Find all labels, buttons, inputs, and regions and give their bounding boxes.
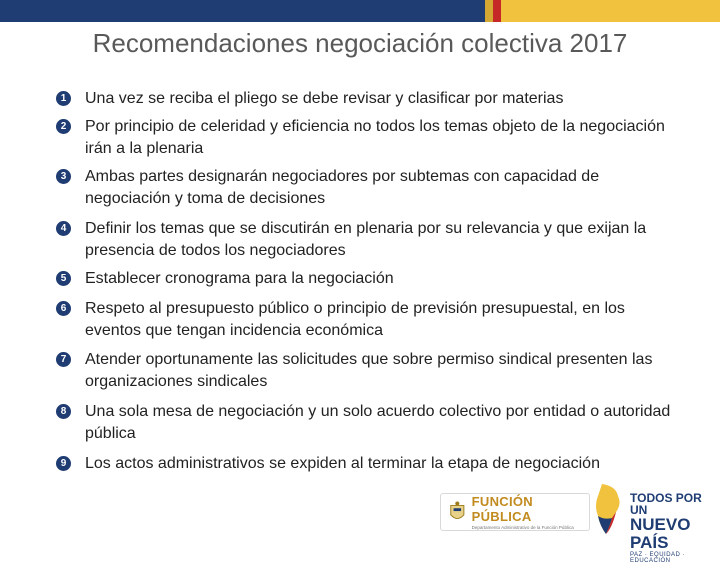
item-text: Por principio de celeridad y eficiencia no todos los temas objeto de la negociación irán a la plenaria <box>85 118 665 157</box>
funcion-publica-subtitle: Departamento Administrativo de la Función Pública <box>471 525 574 530</box>
item-text: Una sola mesa de negociación y un solo acuerdo colectivo por entidad o autoridad pública <box>85 403 671 442</box>
item-text: Los actos administrativos se expiden al terminar la etapa de negociación <box>85 455 600 472</box>
item-number-badge: 7 <box>56 352 71 367</box>
item-text: Definir los temas que se discutirán en plenaria por su relevancia y que exijan la presencia de todos los negociadores <box>85 220 647 259</box>
list-item <box>56 268 685 290</box>
item-number-badge: 5 <box>56 271 71 286</box>
item-number-badge: 4 <box>56 221 71 236</box>
nuevo-pais-line1: TODOS POR UN <box>630 491 702 517</box>
item-number-badge: 6 <box>56 301 71 316</box>
coat-of-arms-icon <box>447 499 468 525</box>
slide-title: Recomendaciones negociación colectiva 2017 <box>92 28 628 58</box>
nuevo-pais-logo <box>592 480 720 564</box>
item-text: Establecer cronograma para la negociación <box>85 270 394 287</box>
list-item <box>56 401 685 445</box>
top-bar-segment-red <box>493 0 501 22</box>
top-bar-segment-blue <box>0 0 485 22</box>
nuevo-pais-line3: PAZ · EQUIDAD · EDUCACIÓN <box>630 552 686 564</box>
item-text: Respeto al presupuesto público o principio de previsión presupuestal, en los eventos que tengan incidencia económica <box>85 300 625 339</box>
nuevo-pais-line2: NUEVO PAÍS <box>630 515 691 552</box>
top-color-bar <box>0 0 720 22</box>
list-item <box>56 88 685 110</box>
list-item <box>56 166 685 210</box>
colombia-map-icon <box>592 482 626 538</box>
item-text: Ambas partes designarán negociadores por subtemas con capacidad de negociación y toma de decisiones <box>85 168 600 207</box>
list-item <box>56 116 685 160</box>
item-text: Atender oportunamente las solicitudes que sobre permiso sindical presenten las organizaciones sindicales <box>85 351 653 390</box>
item-number-badge: 2 <box>56 119 71 134</box>
list-item <box>56 349 685 393</box>
top-bar-segment-gold <box>485 0 493 22</box>
funcion-publica-logo <box>440 493 590 531</box>
list-item <box>56 298 685 342</box>
item-number-badge: 3 <box>56 169 71 184</box>
item-number-badge: 9 <box>56 456 71 471</box>
item-number-badge: 1 <box>56 91 71 106</box>
list-item <box>56 453 685 475</box>
funcion-publica-name: FUNCIÓN PÚBLICA <box>471 494 533 524</box>
top-bar-segment-yellow <box>501 0 720 22</box>
item-text: Una vez se reciba el pliego se debe revisar y clasificar por materias <box>85 90 564 107</box>
item-number-badge: 8 <box>56 404 71 419</box>
list-item <box>56 218 685 262</box>
